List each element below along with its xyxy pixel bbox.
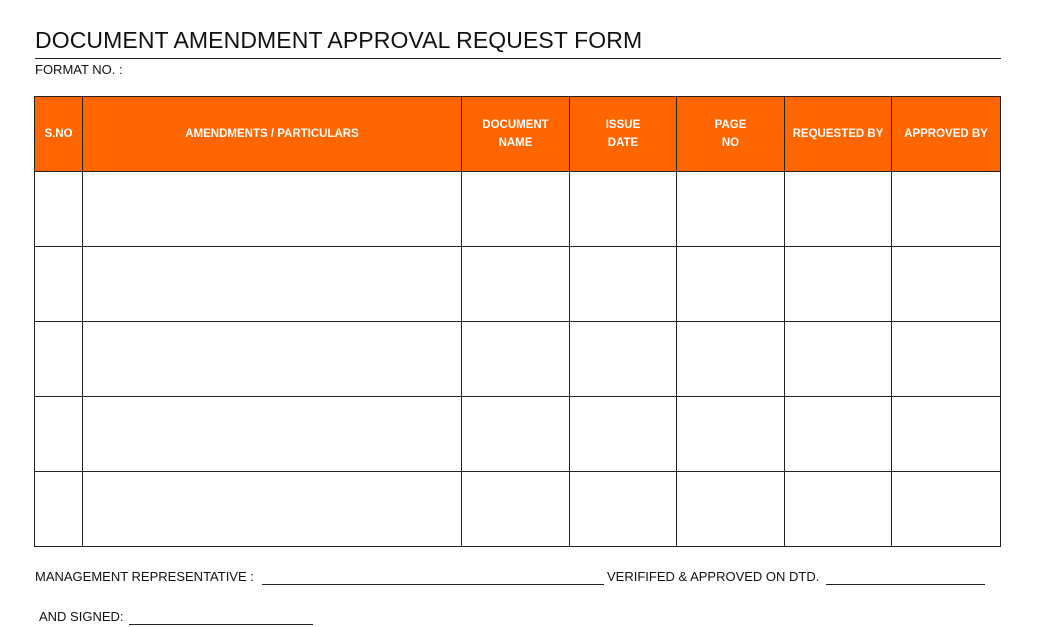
- cell-sno[interactable]: [35, 397, 83, 472]
- cell-page-no[interactable]: [677, 472, 785, 547]
- column-header-sno: S.NO: [35, 97, 83, 172]
- cell-requested-by[interactable]: [785, 172, 892, 247]
- cell-issue-date[interactable]: [570, 322, 677, 397]
- cell-amendments[interactable]: [83, 322, 462, 397]
- table-header-row: [35, 97, 1001, 172]
- amendment-table: [34, 96, 1001, 547]
- format-number-label: FORMAT NO. :: [35, 62, 123, 77]
- cell-requested-by[interactable]: [785, 322, 892, 397]
- table-row: [35, 397, 1001, 472]
- cell-issue-date[interactable]: [570, 397, 677, 472]
- cell-requested-by[interactable]: [785, 397, 892, 472]
- cell-requested-by[interactable]: [785, 247, 892, 322]
- cell-document-name[interactable]: [462, 397, 570, 472]
- cell-approved-by[interactable]: [892, 247, 1001, 322]
- cell-page-no[interactable]: [677, 247, 785, 322]
- cell-approved-by[interactable]: [892, 322, 1001, 397]
- column-header-document-name: DOCUMENT NAME: [462, 97, 570, 172]
- table-body: [35, 172, 1001, 547]
- cell-sno[interactable]: [35, 172, 83, 247]
- verified-approved-date-field[interactable]: [826, 584, 985, 585]
- cell-issue-date[interactable]: [570, 172, 677, 247]
- table-row: [35, 247, 1001, 322]
- title-underline: [35, 58, 1001, 59]
- cell-sno[interactable]: [35, 247, 83, 322]
- signature-field[interactable]: [129, 624, 313, 625]
- cell-amendments[interactable]: [83, 472, 462, 547]
- cell-approved-by[interactable]: [892, 472, 1001, 547]
- signed-label: AND SIGNED:: [39, 609, 124, 624]
- verified-approved-label: VERIFIFED & APPROVED ON DTD.: [607, 569, 820, 584]
- cell-document-name[interactable]: [462, 172, 570, 247]
- column-header-approved-by: APPROVED BY: [892, 97, 1001, 172]
- cell-document-name[interactable]: [462, 322, 570, 397]
- column-header-amendments: AMENDMENTS / PARTICULARS: [83, 97, 462, 172]
- cell-sno[interactable]: [35, 322, 83, 397]
- cell-document-name[interactable]: [462, 247, 570, 322]
- form-title: DOCUMENT AMENDMENT APPROVAL REQUEST FORM: [35, 27, 643, 53]
- cell-page-no[interactable]: [677, 397, 785, 472]
- table-row: [35, 322, 1001, 397]
- cell-issue-date[interactable]: [570, 247, 677, 322]
- cell-page-no[interactable]: [677, 172, 785, 247]
- cell-document-name[interactable]: [462, 472, 570, 547]
- cell-amendments[interactable]: [83, 247, 462, 322]
- column-header-issue-date: ISSUE DATE: [570, 97, 677, 172]
- cell-approved-by[interactable]: [892, 172, 1001, 247]
- management-representative-field[interactable]: [262, 584, 604, 585]
- cell-page-no[interactable]: [677, 322, 785, 397]
- cell-approved-by[interactable]: [892, 397, 1001, 472]
- column-header-page-no: PAGE NO: [677, 97, 785, 172]
- management-representative-label: MANAGEMENT REPRESENTATIVE :: [35, 569, 254, 584]
- table-row: [35, 172, 1001, 247]
- cell-requested-by[interactable]: [785, 472, 892, 547]
- column-header-requested-by: REQUESTED BY: [785, 97, 892, 172]
- cell-amendments[interactable]: [83, 172, 462, 247]
- cell-amendments[interactable]: [83, 397, 462, 472]
- cell-issue-date[interactable]: [570, 472, 677, 547]
- cell-sno[interactable]: [35, 472, 83, 547]
- table-row: [35, 472, 1001, 547]
